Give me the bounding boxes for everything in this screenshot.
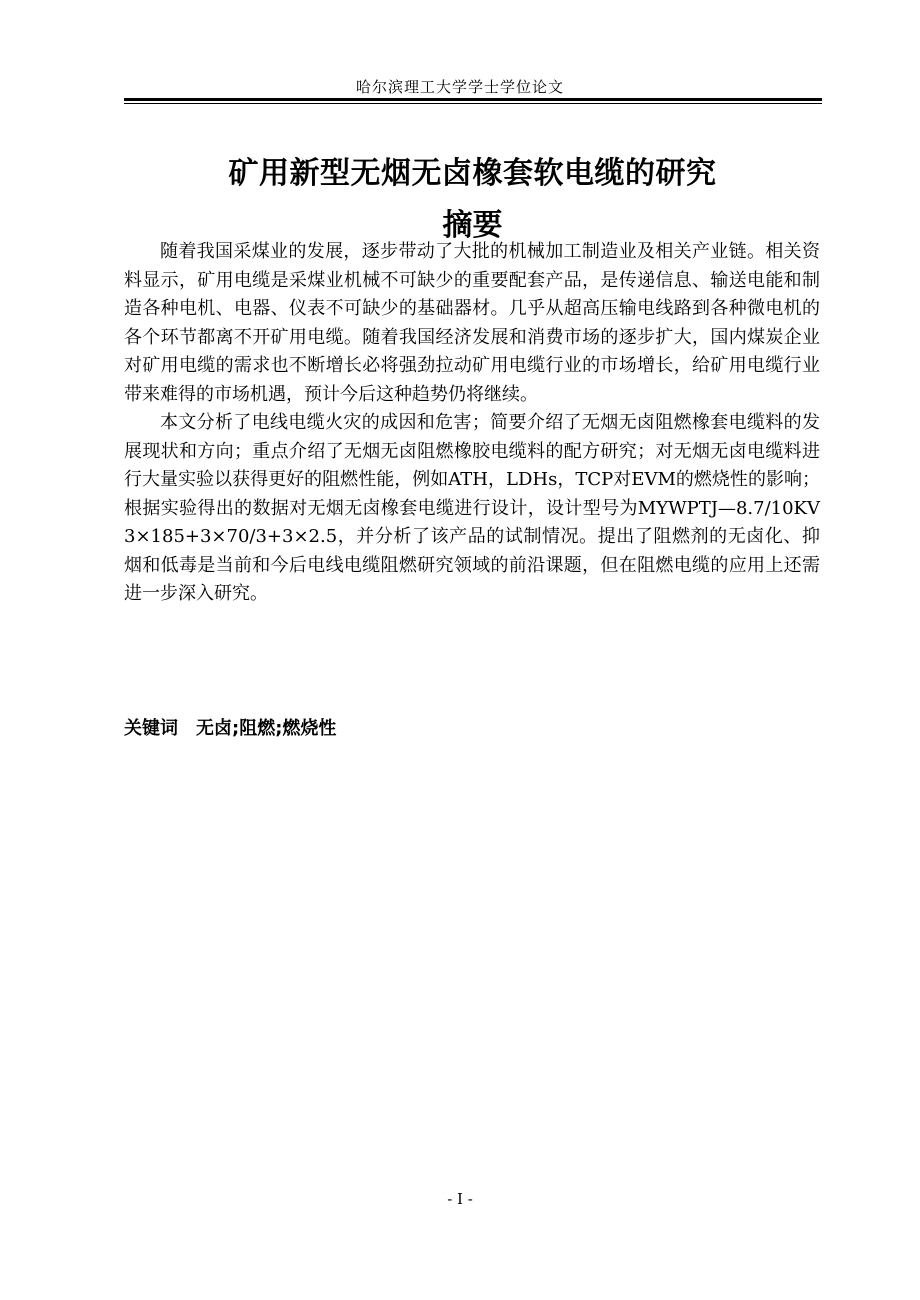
running-header: 哈尔滨理工大学学士学位论文: [355, 78, 564, 96]
abstract-paragraph-1: 随着我国采煤业的发展，逐步带动了大批的机械加工制造业及相关产业链。相关资料显示，矿用电缆是采煤业机械不可缺少的重要配套产品，是传递信息、输送电能和制造各种电机、电器、仪表不可缺少的基础器材。几乎从超高压输电线路到各种微电机的各个环节都离不开矿用电缆。随着我国经济发展和消费市场的逐步扩大，国内煤炭企业对矿用电缆的需求也不断增长必将强劲拉动矿用电缆行业的市场增长，给矿用电缆行业带来难得的市场机遇，预计今后这种趋势仍将继续。: [124, 241, 820, 405]
abstract-paragraph-2: 本文分析了电线电缆火灾的成因和危害；简要介绍了无烟无卤阻燃橡套电缆料的发展现状和方向；重点介绍了无烟无卤阻燃橡胶电缆料的配方研究；对无烟无卤电缆料进行大量实验以获得更好的阻燃性能，例如ATH，LDHs，TCP对EVM的燃烧性的影响；根据实验得出的数据对无烟无卤橡套电缆进行设计，设计型号为MYWPTJ—8.7/10KV 3×185+3×70/3+3×2.5，并分析了该产品的试制情况。提出了阻燃剂的无卤化、抑烟和低毒是当前和今后电线电缆阻燃研究领域的前沿课题，但在阻燃电缆的应用上还需进一步深入研究。: [124, 412, 820, 604]
keywords-line: [124, 714, 336, 740]
header-rule-thin: [124, 103, 822, 104]
thesis-title: 矿用新型无烟无卤橡套软电缆的研究: [228, 156, 717, 191]
keywords-label: 关键词: [124, 718, 178, 739]
abstract-heading: 摘要: [442, 208, 503, 243]
header-rule-thick: [124, 98, 822, 101]
abstract-body: [124, 238, 820, 609]
keywords-value: 无卤;阻燃;燃烧性: [196, 718, 337, 739]
page-number: - I -: [447, 1190, 473, 1208]
